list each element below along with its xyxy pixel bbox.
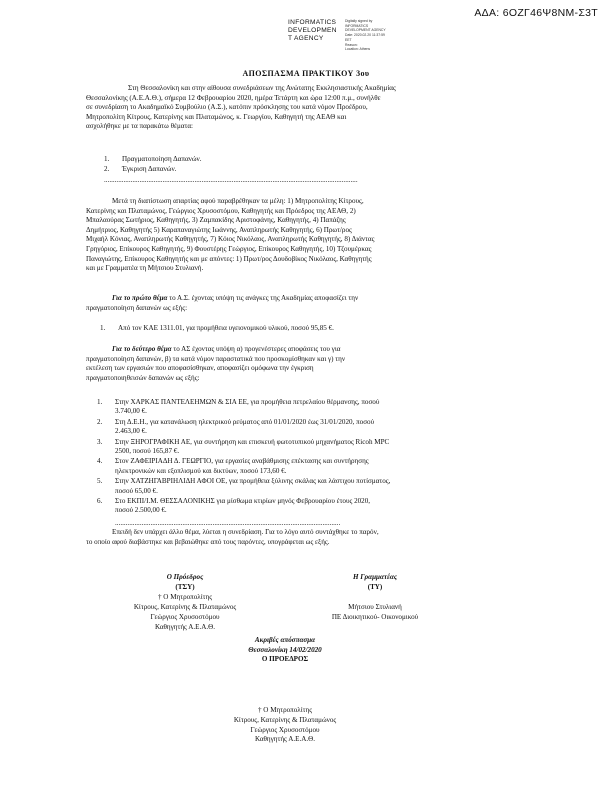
digital-signature-stamp <box>288 19 337 44</box>
closing-line: Επειδή δεν υπάρχει άλλο θέμα, λύεται η συνεδρίαση. Για το λόγο αυτό συντάχθηκε το παρόν, <box>112 528 379 536</box>
topic2-paragraph <box>86 345 522 383</box>
digital-signature-details <box>345 19 386 52</box>
topic1-paragraph <box>86 294 522 313</box>
quorum-line: Μετά τη διαπίστωση απαρτίας αφού παραβρέθηκαν τα μέλη: 1) Μητροπολίτης Κίτρους, <box>112 197 364 205</box>
secretary-title: Η Γραμματέας <box>352 573 398 581</box>
agenda-number: 2. <box>104 164 110 173</box>
topic2-item <box>97 457 390 476</box>
president-signature <box>100 572 270 632</box>
quorum-line: Μπαλαούρας Σωτήριος, Καθηγητής, 3) Ζαμπακίδης Αριστοφάνης, Καθηγητής, 4) Παπάζης <box>86 216 346 225</box>
item-text: Από τον ΚΑΕ 1311.01, για προμήθεια υγειονομικού υλικού, ποσού 95,85 €. <box>118 324 334 332</box>
president-line: † Ο Μητροπολίτης <box>157 593 213 601</box>
certified-line: Ακριβές απόσπασμα <box>254 636 316 644</box>
topic1-list <box>100 324 334 334</box>
item-number: 3. <box>97 437 103 446</box>
intro-line: Θεσσαλονίκης (Α.Ε.Α.Θ.), σήμερα 12 Φεβρουαρίου 2020, ημέρα Τετάρτη και ώρα 12:00 π.μ., συνήλθε <box>86 93 381 102</box>
quorum-line: Δημήτριος, Καθηγητής 5) Καραπαναγιώτης Ιωάννης, Αναπληρωτής Καθηγητής, 6) Πρωτ/ρος <box>86 225 352 234</box>
topic1-lead: Για το πρώτο θέμα <box>112 294 168 302</box>
topic2-text: το ΑΣ έχοντας υπόψη α) προγενέστερες αποφάσεις του για <box>171 345 341 353</box>
intro-line: Στη Θεσσαλονίκη και στην αίθουσα συνεδριάσεων της Ανώτατης Εκκλησιαστικής Ακαδημίας <box>128 84 396 92</box>
document-title: ΑΠΟΣΠΑΣΜΑ ΠΡΑΚΤΙΚΟΥ 3ου <box>242 69 370 78</box>
final-line: † Ο Μητροπολίτης <box>257 706 313 714</box>
item-line: 3.740,00 €. <box>115 407 147 416</box>
topic1-line: πραγματοποίηση δαπανών ως εξής: <box>86 303 188 312</box>
certified-line: Θεσσαλονίκη 14/02/2020 <box>248 645 322 654</box>
ada-code: ΑΔΑ: 6ΟΖΓ46Ψ8ΝΜ-Σ3Τ <box>474 7 598 19</box>
agenda-item <box>104 164 202 175</box>
item-number: 1. <box>100 324 106 332</box>
topic2-lead: Για το δεύτερο θέμα <box>112 345 172 353</box>
certified-line: Ο ΠΡΟΕΔΡΟΣ <box>261 655 309 664</box>
stamp-detail: EET <box>345 37 352 42</box>
quorum-paragraph <box>86 197 522 274</box>
item-number: 6. <box>97 497 103 506</box>
agenda-text: Πραγματοποίηση Δαπανών. <box>122 155 202 163</box>
item-line: 2.463,00 €. <box>115 427 147 436</box>
final-signature <box>200 706 370 745</box>
topic2-item <box>97 398 390 417</box>
quorum-line: Μιχαήλ Κόνιας, Αναπληρωτής Καθηγητής, 7) Κόιος Νικόλαος, Αναπληρωτής Καθηγητής, 8) Διάντας <box>86 235 375 244</box>
final-line: Καθηγητής Α.Ε.Α.Θ. <box>254 735 316 744</box>
stamp-detail: Date: 2020.02.20 11:37:59 <box>345 33 385 38</box>
item-line: Στην ΧΑΤΖΗΓΑΒΡΙΗΛΙΔΗ ΑΦΟΙ ΟΕ, για προμήθεια ξύλινης σκάλας και λάστιχου ποτίσματος, <box>115 477 391 486</box>
closing-line: το οποίο αφού διαβάστηκε και βεβαιώθηκε από τους παρόντες, υπογράφεται ως εξής. <box>86 537 330 546</box>
item-line: Στην ΞΗΡΟΓΡΑΦΙΚΗ ΑΕ, για συντήρηση και επισκευή φωτοτυπικού μηχανήματος Ricoh MPC <box>115 437 390 446</box>
intro-paragraph <box>86 84 522 132</box>
certified-copy <box>200 636 370 665</box>
intro-line: σε συνεδρίαση το Ακαδημαϊκό Συμβούλιο (Α.Σ.), κατόπιν πρόσκλησης του κατά νόμον Προέδρου, <box>86 103 368 112</box>
topic2-line: πραγματοποιηθεισών δαπανών ως εξής: <box>86 373 200 382</box>
topic2-line: εκτέλεση των εργασιών που αποφασίσθηκαν, αποφασίζει ομόφωνα την έγκριση <box>86 364 314 373</box>
item-line: Στο ΕΚΠΙ/Ι.Μ. ΘΕΣΣΑΛΟΝΙΚΗΣ για μίσθωμα κτιρίων μηνός Φεβρουαρίου έτους 2020, <box>115 497 371 506</box>
item-number: 1. <box>97 398 103 406</box>
topic2-list <box>97 398 391 516</box>
item-number: 2. <box>97 417 103 426</box>
president-line: Καθηγητής Α.Ε.Α.Θ. <box>154 623 216 631</box>
item-number: 4. <box>97 457 103 466</box>
intro-line: Μητροπολίτη Κίτρους, Κατερίνης και Πλαταμώνος, κ. Γεωργίου, Καθηγητή της ΑΕΑΘ και <box>86 112 347 121</box>
president-line: Γεώργιος Χρυσοστόμου <box>150 613 220 621</box>
item-line: Στη Δ.Ε.Η., για κατανάλωση ηλεκτρικού ρεύματος από 01/01/2020 έως 31/01/2020, ποσού <box>115 417 375 426</box>
stamp-detail: Reason: <box>345 42 358 47</box>
topic1-item <box>100 324 334 334</box>
topic2-item <box>97 497 390 516</box>
closing-paragraph <box>86 528 522 547</box>
agenda-item <box>104 155 202 165</box>
item-line: ποσού 2.500,00 €. <box>115 506 167 515</box>
final-line: Κίτρους, Κατερίνης & Πλαταμώνος <box>233 715 337 724</box>
separator-dots: ............................................................................................................................... <box>115 519 341 527</box>
secretary-line: Μήτσιου Στυλιανή <box>348 603 402 611</box>
quorum-line: Κατερίνης και Πλαταμώνος, Γεώργιος Χρυσοστόμου, Καθηγητής και Πρόεδρος της ΑΕΑΘ, 2) <box>86 206 356 215</box>
quorum-line: και με Γραμματέα τη Μήτσιου Στυλιανή. <box>86 264 204 273</box>
item-line: ηλεκτρονικών και εξοπλισμού και δικτύων, ποσού 173,60 €. <box>115 466 287 475</box>
secretary-ty: (ΤΥ) <box>367 583 383 591</box>
final-line: Γεώργιος Χρυσοστόμου <box>250 725 320 734</box>
stamp-line: T AGENCY <box>288 35 324 43</box>
stamp-line: DEVELOPMEN <box>288 27 337 35</box>
topic2-line: πραγματοποίηση δαπανών, β) τα κατά νόμον παραστατικά που προσκομίσθηκαν και γ) την <box>86 354 346 363</box>
topic1-text: το Α.Σ. έχοντας υπόψη τις ανάγκες της Ακαδημίας αποφασίζει την <box>167 294 359 302</box>
item-line: Στην ΧΑΡΚΑΣ ΠΑΝΤΕΛΕΗΜΩΝ & ΣΙΑ ΕΕ, για προμήθεια πετρελαίου θέρμανσης, ποσού <box>115 398 380 406</box>
separator-dots: ............................................................................................................................................... <box>104 176 358 184</box>
topic2-item <box>97 477 391 496</box>
agenda-number: 1. <box>104 155 110 163</box>
president-title: Ο Πρόεδρος <box>166 573 204 581</box>
item-line: 2500, ποσού 165,87 €. <box>115 447 180 456</box>
stamp-detail: INFORMATICS <box>345 23 369 28</box>
secretary-signature <box>290 572 460 622</box>
topic2-item <box>97 437 390 457</box>
president-ty: (ΤΣΥ) <box>175 583 195 591</box>
agenda-text: Έγκριση Δαπανών. <box>122 164 177 173</box>
item-number: 5. <box>97 477 103 486</box>
stamp-detail: Digitally signed by <box>345 19 373 23</box>
stamp-detail: Location: Athens <box>345 47 371 52</box>
stamp-detail: DEVELOPMENT AGENCY <box>345 28 386 33</box>
topic2-item <box>97 417 390 437</box>
president-line: Κίτρους, Κατερίνης & Πλαταμώνος <box>133 603 237 611</box>
item-line: Στον ΖΑΦΕΙΡΙΑΔΗ Δ. ΓΕΩΡΓΙΟ, για εργασίες αναβάθμισης επέκτασης και συντήρησης <box>115 457 369 466</box>
agenda-list <box>104 155 202 174</box>
quorum-line: Γρηγόριος, Επίκουρος Καθηγητής, 9) Φουστέρης Γεώργιος, Επίκουρος Καθηγητής, 10) Τζουμέρκας <box>86 244 372 253</box>
intro-line: ασχολήθηκε με τα παρακάτω θέματα: <box>86 122 194 131</box>
item-line: ποσού 65,00 €. <box>115 486 158 495</box>
quorum-line: Παναγιώτης, Επίκουρος Καθηγητής και με απόντες: 1) Πρωτ/ρος Δουδοβίκος Νικόλαος, Καθηγητής <box>86 254 372 263</box>
secretary-line: ΠΕ Διοικητικού- Οικονομικού <box>331 613 419 621</box>
stamp-line: INFORMATICS <box>288 19 337 26</box>
